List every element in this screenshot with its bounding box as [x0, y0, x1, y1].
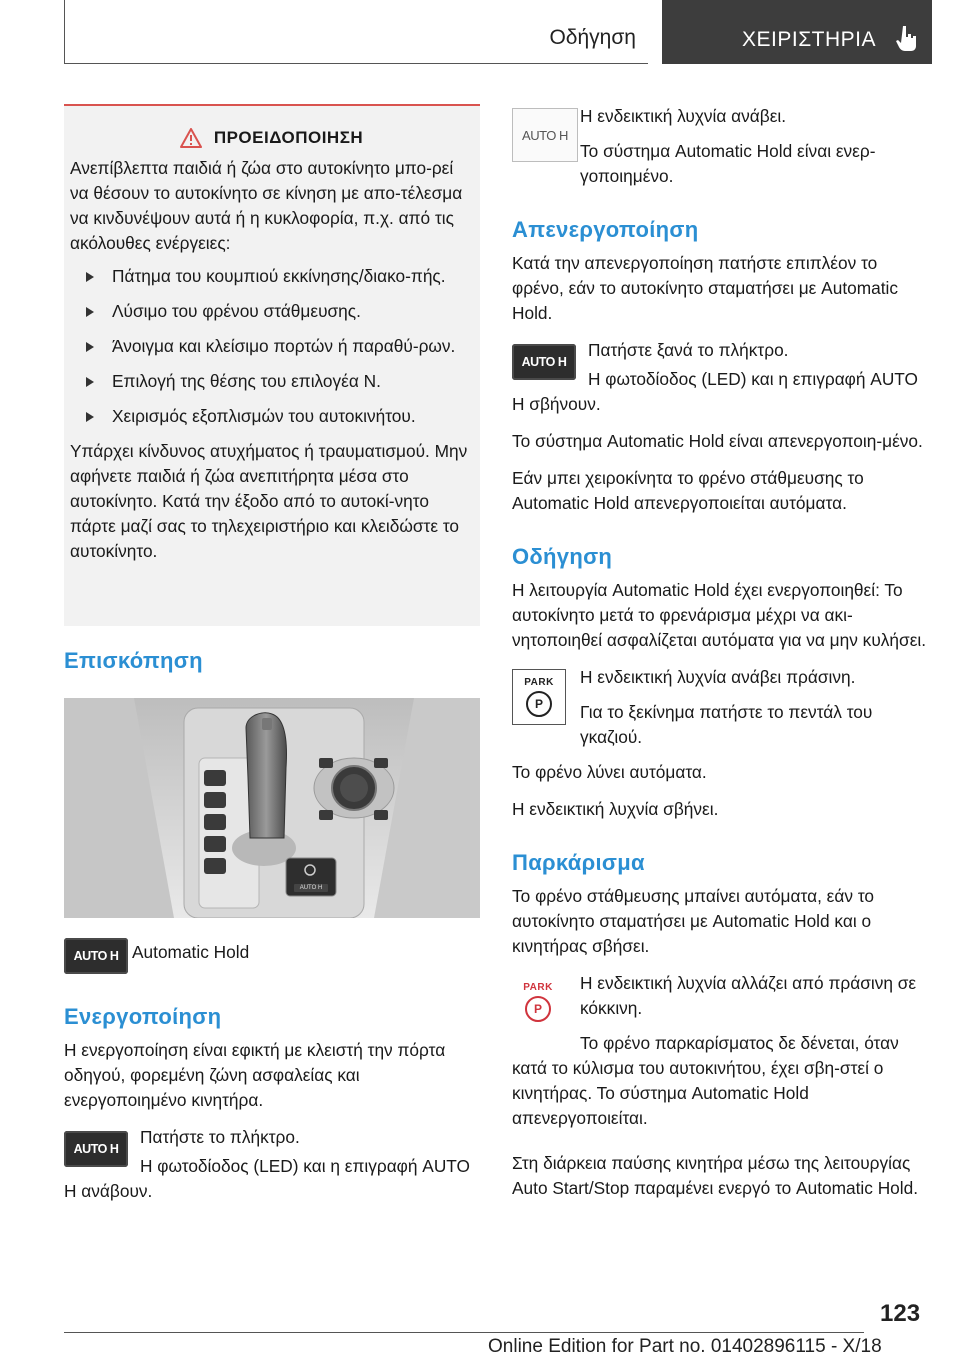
header-chapter-title: ΧΕΙΡΙΣΤΗΡΙΑ — [742, 28, 877, 51]
auto-h-button-icon: AUTO H — [64, 938, 128, 974]
warning-title: ΠΡΟΕΙΔΟΠΟΙΗΣΗ — [213, 128, 364, 147]
driving-text: Η λειτουργία Automatic Hold έχει ενεργοποιηθεί: Το αυτοκίνητο μετά το φρενάρισμα μέχρι να ακι-νητοποιηθεί ασφαλίζεται αυτόματα για να μην κυλήσει. — [512, 580, 927, 650]
right-column — [512, 104, 928, 1213]
page-number: 123 — [880, 1300, 921, 1327]
activation-step-press: Πατήστε το πλήκτρο. — [140, 1127, 300, 1147]
pointing-hand-icon — [894, 24, 920, 52]
warning-intro: Ανεπίβλεπτα παιδιά ή ζώα στο αυτοκίνητο μπο-ρεί να θέσουν το αυτοκίνητο σε κίνηση με απο-τέλεσμα να κινδυνέψουν αυτά ή η κυκλοφορία, π.χ. από τις ακόλουθες ενέργειες: — [70, 158, 463, 253]
parking-text: Το φρένο στάθμευσης μπαίνει αυτόματα, εάν το αυτοκίνητο σταματήσει με Automatic Hold και ο κινητήρας σβήσει. — [512, 886, 875, 956]
park-indicator-icon: PARK P — [512, 669, 566, 725]
warning-box — [64, 104, 480, 626]
footer-edition: Online Edition for Part no. 01402896115 - X/18 — [488, 1336, 882, 1357]
deactivation-step-led: Η φωτοδίοδος (LED) και η επιγραφή AUTO H σβήνουν. — [512, 369, 918, 414]
indicator-lights-text: Η ενδεικτική λυχνία ανάβει. — [580, 106, 787, 126]
deactivation-status: Το σύστημα Automatic Hold είναι απενεργοποιη-μένο. — [512, 431, 923, 451]
activation-heading: Ενεργοποίηση — [64, 1004, 222, 1029]
auto-h-button-icon: AUTO H — [64, 1131, 128, 1167]
header-section-box — [64, 0, 648, 64]
deactivation-step-press: Πατήστε ξανά το πλήκτρο. — [588, 340, 789, 360]
deactivation-text: Κατά την απενεργοποίηση πατήστε επιπλέον το φρένο, εάν το αυτοκίνητο σταματήσει με Automatic Hold. — [512, 253, 899, 323]
warning-list — [70, 264, 473, 429]
driving-accelerate: Για το ξεκίνημα πατήστε το πεντάλ του γκαζιού. — [580, 702, 873, 747]
footer-divider — [64, 1332, 864, 1333]
automatic-hold-caption: Automatic Hold — [132, 942, 250, 962]
bullet-triangle-icon — [86, 412, 94, 422]
list-item: Λύσιμο του φρένου στάθμευσης. — [70, 299, 473, 324]
deactivation-heading: Απενεργοποίηση — [512, 217, 699, 242]
page-header — [0, 0, 960, 66]
park-green-row — [512, 665, 928, 750]
list-item: Πάτημα του κουμπιού εκκίνησης/διακο-πής. — [70, 264, 473, 289]
parking-auto-start-stop: Στη διάρκεια παύσης κινητήρα μέσω της λειτουργίας Auto Start/Stop παραμένει ενεργό το Automatic Hold. — [512, 1153, 919, 1198]
header-section-title: Οδήγηση — [549, 26, 636, 49]
deactivation-manual: Εάν μπει χειροκίνητα το φρένο στάθμευσης το Automatic Hold απενεργοποιείται αυτόματα. — [512, 468, 864, 513]
warning-triangle-icon — [180, 128, 202, 148]
activation-step-led: Η φωτοδίοδος (LED) και η επιγραφή AUTO H ανάβουν. — [64, 1156, 470, 1201]
bullet-triangle-icon — [86, 377, 94, 387]
left-column — [64, 648, 480, 1216]
activation-step — [64, 1125, 480, 1204]
auto-h-indicator-icon: AUTO H — [512, 108, 578, 162]
photo-button-label: AUTO H — [299, 885, 323, 891]
header-chapter-tab — [662, 0, 932, 64]
overview-heading: Επισκόπηση — [64, 648, 203, 673]
bullet-triangle-icon — [86, 272, 94, 282]
parking-indicator-red: Η ενδεικτική λυχνία αλλάζει από πράσινη σε κόκκινη. — [580, 973, 917, 1018]
automatic-hold-button-row — [64, 934, 480, 974]
driving-heading: Οδήγηση — [512, 544, 613, 569]
list-item: Άνοιγμα και κλείσιμο πορτών ή παραθύ-ρων. — [70, 334, 473, 359]
indicator-row — [512, 104, 928, 189]
bullet-triangle-icon — [86, 307, 94, 317]
auto-h-button-icon: AUTO H — [512, 344, 576, 380]
deactivation-step — [512, 338, 928, 417]
list-item: Χειρισμός εξοπλισμών του αυτοκινήτου. — [70, 404, 473, 429]
center-console-image — [64, 698, 480, 918]
activation-text: Η ενεργοποίηση είναι εφικτή με κλειστή την πόρτα οδηγού, φορεμένη ζώνη ασφαλείας και ενεργοποιημένο κινητήρα. — [64, 1040, 446, 1110]
warning-header — [70, 128, 473, 148]
driving-indicator-green: Η ενδεικτική λυχνία ανάβει πράσινη. — [580, 667, 856, 687]
parking-heading: Παρκάρισμα — [512, 850, 645, 875]
driving-indicator-off: Η ενδεικτική λυχνία σβήνει. — [512, 799, 719, 819]
bullet-triangle-icon — [86, 342, 94, 352]
indicator-activated-text: Το σύστημα Automatic Hold είναι ενερ-γοποιημένο. — [580, 141, 876, 186]
park-red-indicator-icon: PARK P — [512, 975, 564, 1029]
park-red-row — [512, 971, 928, 1131]
driving-brake-release: Το φρένο λύνει αυτόματα. — [512, 762, 707, 782]
parking-engine-off: Το φρένο παρκαρίσματος δε δένεται, όταν κατά το κύλισμα του αυτοκινήτου, έχει σβη-στεί ο κινητήρας. Το σύστημα Automatic Hold απενεργοποιείται. — [512, 1033, 899, 1128]
console-photo — [64, 698, 480, 918]
list-item: Επιλογή της θέσης του επιλογέα N. — [70, 369, 473, 394]
warning-outro: Υπάρχει κίνδυνος ατυχήματος ή τραυματισμού. Μην αφήνετε παιδιά ή ζώα ανεπιτήρητα μέσα στο αυτοκίνητο. Κατά την έξοδο από το αυτοκί-νητο πάρτε μαζί σας το τηλεχειριστήριο και κλειδώστε το αυτοκίνητο. — [70, 441, 468, 561]
